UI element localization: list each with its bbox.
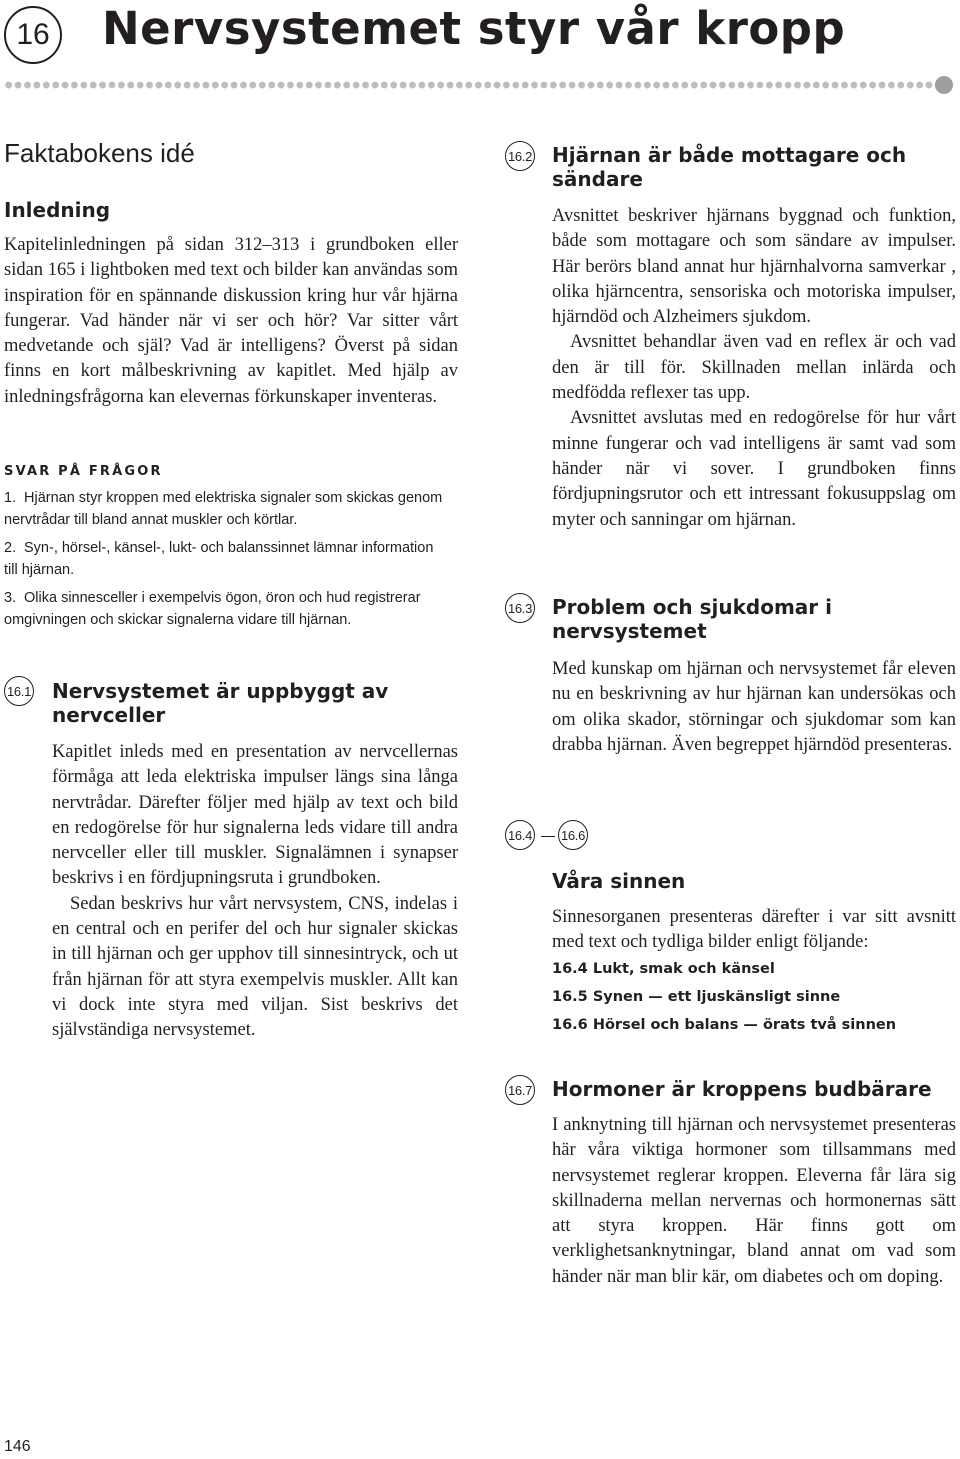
answer-text: Syn-, hörsel-, känsel-, lukt- och balanssinnet lämnar information till hjärnan. bbox=[4, 540, 434, 578]
section-badge-16-3 bbox=[505, 593, 535, 623]
section-badge-16-7 bbox=[505, 1075, 535, 1105]
answer-number: 1. bbox=[4, 490, 17, 506]
section-badge-label: 16.4 bbox=[507, 827, 533, 843]
chapter-number-badge bbox=[4, 6, 62, 64]
answer-text: Olika sinnesceller i exempelvis ögon, öron och hud registrerar omgivningen och skickar signalerna vidare till hjärnan. bbox=[4, 590, 421, 628]
inledning-paragraph: Kapitelinledningen på sidan 312–313 i grundboken eller sidan 165 i lightboken med text och bilder kan användas som inspiration för en spännande diskussion kring hur vår hjärna fungerar. Vad händer när vi ser och hör? Var sitter vårt medvetande och själ? Vad är intelligens? Överst på sidan finns en kort målbeskrivning av kapitlet. Med hjälp av inledningsfrågorna kan elevernas förkunskaper inventeras. bbox=[4, 235, 458, 407]
section-16-3-text bbox=[552, 657, 956, 758]
section-16-3-heading: Problem och sjukdomar i nervsystemet bbox=[552, 595, 832, 643]
section-badge-16-4 bbox=[505, 820, 535, 850]
inledning-heading: Inledning bbox=[4, 198, 111, 222]
section-badge-label: 16.1 bbox=[6, 683, 32, 699]
section-16-1-text bbox=[52, 740, 458, 1044]
svar-heading: SVAR PÅ FRÅGOR bbox=[4, 464, 163, 479]
answer-number: 3. bbox=[4, 590, 17, 606]
answer-item bbox=[4, 538, 449, 581]
section-badge-16-6 bbox=[558, 820, 588, 850]
section-16-7-heading: Hormoner är kroppens budbärare bbox=[552, 1077, 932, 1101]
toc-item: 16.5 Synen — ett ljuskänsligt sinne bbox=[552, 989, 841, 1005]
section-16-4-text bbox=[552, 905, 956, 956]
section-badge-label: 16.3 bbox=[507, 600, 533, 616]
chapter-number: 16 bbox=[16, 18, 50, 51]
paragraph: Avsnittet beskriver hjärnans byggnad och funktion, både som mottagare och som sändare av impulser. Här berörs bland annat hur hjärnhalvorna samverkar , olika hjärncentra, sensoriska och motoriska impulser, hjärndöd och Alzheimers sjukdom. bbox=[552, 206, 956, 328]
section-title: Faktabokens idé bbox=[4, 138, 195, 168]
paragraph: Avsnittet avslutas med en redogörelse för hur vårt minne fungerar och vad intelligens är samt vad som händer när vi sover. I grundboken finns fördjupningsrutor och ett intressant fokusuppslag om myter och sanningar om hjärnan. bbox=[552, 408, 956, 530]
chapter-title: Nervsystemet styr vår kropp bbox=[102, 2, 846, 55]
paragraph: Avsnittet behandlar även vad en reflex är och vad den är till för. Skillnaden mellan inlärda och medfödda reflexer tas upp. bbox=[552, 332, 956, 404]
inledning-text bbox=[4, 233, 458, 410]
dotted-divider bbox=[4, 79, 954, 91]
section-16-7-text bbox=[552, 1113, 956, 1290]
answer-text: Hjärnan styr kroppen med elektriska signaler som skickas genom nervtrådar till bland annat muskler och körtlar. bbox=[4, 490, 443, 528]
paragraph: Kapitlet inleds med en presentation av nervcellernas förmåga att leda elektriska impulser längs sina långa nervtrådar. Därefter följer med hjälp av text och bild en redogörelse för hur signalerna leds vidare till andra nervceller eller till muskler. Signalämnen i synapser beskrivs i en fördjupningsruta i grundboken. bbox=[52, 742, 458, 889]
paragraph: Sinnesorganen presenteras därefter i var sitt avsnitt med text och tydliga bilder enligt följande: bbox=[552, 907, 956, 953]
section-badge-16-1 bbox=[4, 676, 34, 706]
toc-item: 16.6 Hörsel och balans — örats två sinnen bbox=[552, 1017, 897, 1033]
paragraph: Med kunskap om hjärnan och nervsystemet får eleven nu en beskrivning av hur hjärnan kan undersökas och om olika skador, störningar och sjukdomar som kan drabba hjärnan. Även begreppet hjärndöd presenteras. bbox=[552, 659, 956, 755]
answer-item bbox=[4, 488, 449, 531]
section-16-2-text bbox=[552, 204, 956, 533]
section-16-2-heading: Hjärnan är både mottagare och sändare bbox=[552, 143, 907, 191]
toc-item: 16.4 Lukt, smak och känsel bbox=[552, 961, 775, 977]
section-badge-label: 16.2 bbox=[507, 148, 533, 164]
page-number: 146 bbox=[4, 1438, 31, 1455]
paragraph: I anknytning till hjärnan och nervsystemet presenteras här våra viktiga hormoner som tillsammans med nervsystemet reglerar kroppen. Eleverna får lära sig skillnaderna mellan nervernas och hormonernas sätt att styra kroppen. Här finns gott om verklighetsanknytningar, bland annat om vad som händer när man blir kär, om diabetes och om doping. bbox=[552, 1115, 956, 1287]
section-16-1-heading: Nervsystemet är uppbyggt av nervceller bbox=[52, 679, 389, 727]
section-badge-label: 16.6 bbox=[560, 827, 586, 843]
section-badge-label: 16.7 bbox=[507, 1082, 533, 1098]
section-badge-16-2 bbox=[505, 141, 535, 171]
section-16-4-heading: Våra sinnen bbox=[552, 869, 686, 893]
answer-number: 2. bbox=[4, 540, 17, 556]
paragraph: Sedan beskrivs hur vårt nervsystem, CNS, indelas i en central och en perifer del och hur signaler skickas in till hjärnan och ger upphov till sinnesintryck, och ut från hjärnan för att styra exempelvis muskler. Allt kan vi dock inte styra med viljan. Sist beskrivs det självständiga nervsystemet. bbox=[52, 893, 458, 1041]
divider-end-dot bbox=[935, 76, 953, 94]
range-dash bbox=[541, 836, 555, 837]
answer-item bbox=[4, 588, 449, 631]
